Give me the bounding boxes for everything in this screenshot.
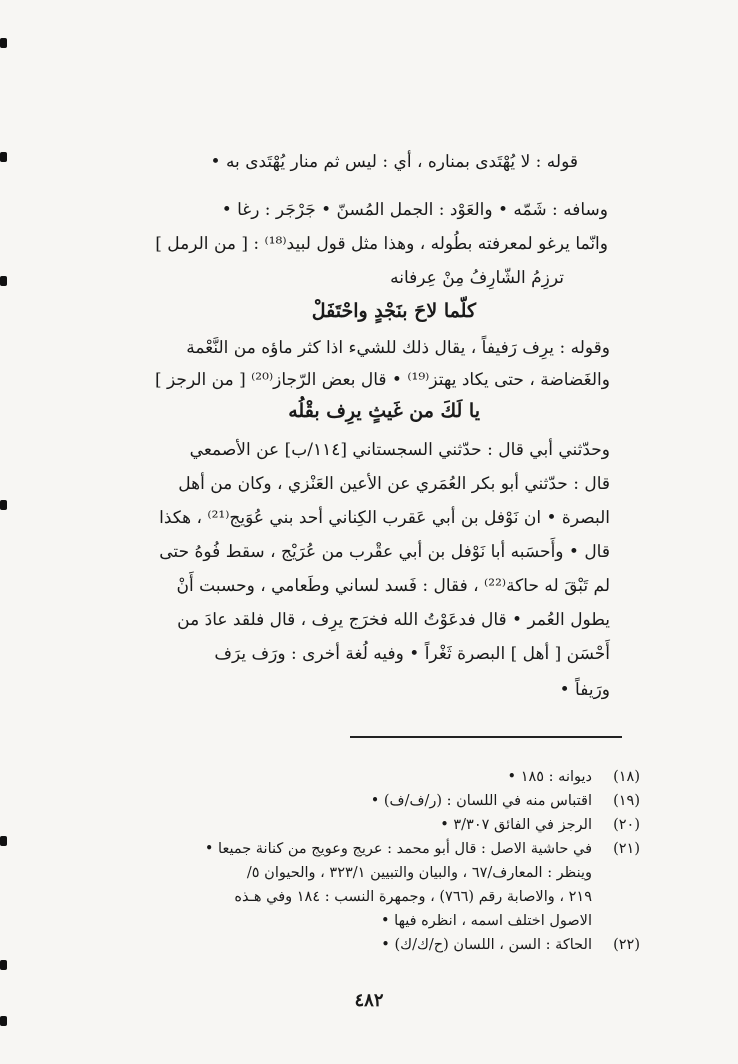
page-number: ٤٨٢ [354,990,384,1011]
footnote-number: (٢٠) [613,817,640,833]
scan-mark [0,38,7,48]
footnote-text: في حاشية الاصل : قال أبو محمد : عريج وعويج من كنانة جميعا • [204,841,592,857]
footnote-number: (٢٢) [613,937,640,953]
footnote-number: (١٩) [613,793,640,809]
footnote-number: (٢١) [613,841,640,857]
footnote-text: ديوانه : ١٨٥ • [507,769,592,785]
footnote-separator [350,736,622,738]
footnote-text: الاصول اختلف اسمه ، انظره فيها • [380,913,592,929]
body-line-11: لم تَبْقَ له حاكة⁽²²⁾ ، فقال : فَسد لساني وطَعامي ، وحسبت أَنْ [176,576,610,596]
body-line-6: والغَضاضة ، حتى يكاد يهتز⁽¹⁹⁾ • قال بعض الرّجاز⁽²⁰⁾ [ من الرجز ] [155,370,610,390]
footnote-text: وينظر : المعارف/٦٧ ، والبيان والتبيين ٣٢٣/١ ، والحيوان ٥/ [246,865,592,881]
body-line-9: البصرة • ان نَوْفل بن أبي عَقرب الكِناني أحد بني عُوَيج⁽²¹⁾ ، هكذا [159,508,610,528]
footnote-text: الرجز في الفائق ٣/٣٠٧ • [440,817,592,833]
body-line-2: وسافه : شَمّه • والعَوْد : الجمل المُسنّ • جَرْجَر : رغا • [221,200,608,220]
scan-mark [0,836,7,846]
verse-1: كلّما لاحَ بنَجْدٍ واحْتَفَلْ [311,300,476,322]
body-line-8: قال : حدّثني أبو بكر العُمَري عن الأعين العَنْزي ، وكان من أهل [178,474,610,494]
body-line-3: وانّما يرغو لمعرفته بطُوله ، وهذا مثل قول لبيد⁽¹⁸⁾ : [ من الرمل ] [155,234,608,254]
body-line-1: قوله : لا يُهْتَدى بمناره ، أي : ليس ثم منار يُهْتَدى به • [210,152,578,172]
scan-mark [0,1016,7,1026]
body-line-7: وحدّثني أبي قال : حدّثني السجستاني [١١٤/ب] عن الأصمعي [189,440,610,460]
body-line-10: قال • وأَحسَبه أبا نَوْفل بن أبي عقْرب من عُرَيْج ، سقط فُوهُ حتى [159,542,610,562]
body-line-12: يطول العُمر • قال فدعَوْتُ الله فخرَج يرِف ، قال فلقد عادَ من [177,610,610,630]
scan-mark [0,276,7,286]
footnote-text: ٢١٩ ، والاصابة رقم (٧٦٦) ، وجمهرة النسب : ١٨٤ وفي هـذه [234,889,592,905]
scan-mark [0,960,7,970]
body-line-4: ترزِمُ الشّارِفُ مِنْ عِرفانه [390,268,564,288]
scan-mark [0,500,7,510]
footnote-text: اقتباس منه في اللسان : (ر/ف/ف) • [370,793,592,809]
footnote-number: (١٨) [613,769,640,785]
footnote-text: الحاكة : السن ، اللسان (ح/ك/ك) • [381,937,592,953]
scan-mark [0,152,7,162]
body-line-13: أَحْسَن [ أهل ] البصرة ثَغْراً • وفيه لُغة أخرى : ورَف يرَف [214,644,610,664]
body-line-5: وقوله : يرِف رَفيفاً ، يقال ذلك للشيء اذا كثر ماؤه من النَّعْمة [186,338,610,358]
verse-2: يا لَكَ من غَيثٍ يرِف بقْلُه [288,400,480,422]
body-line-14: ورَيفاً • [559,680,610,700]
